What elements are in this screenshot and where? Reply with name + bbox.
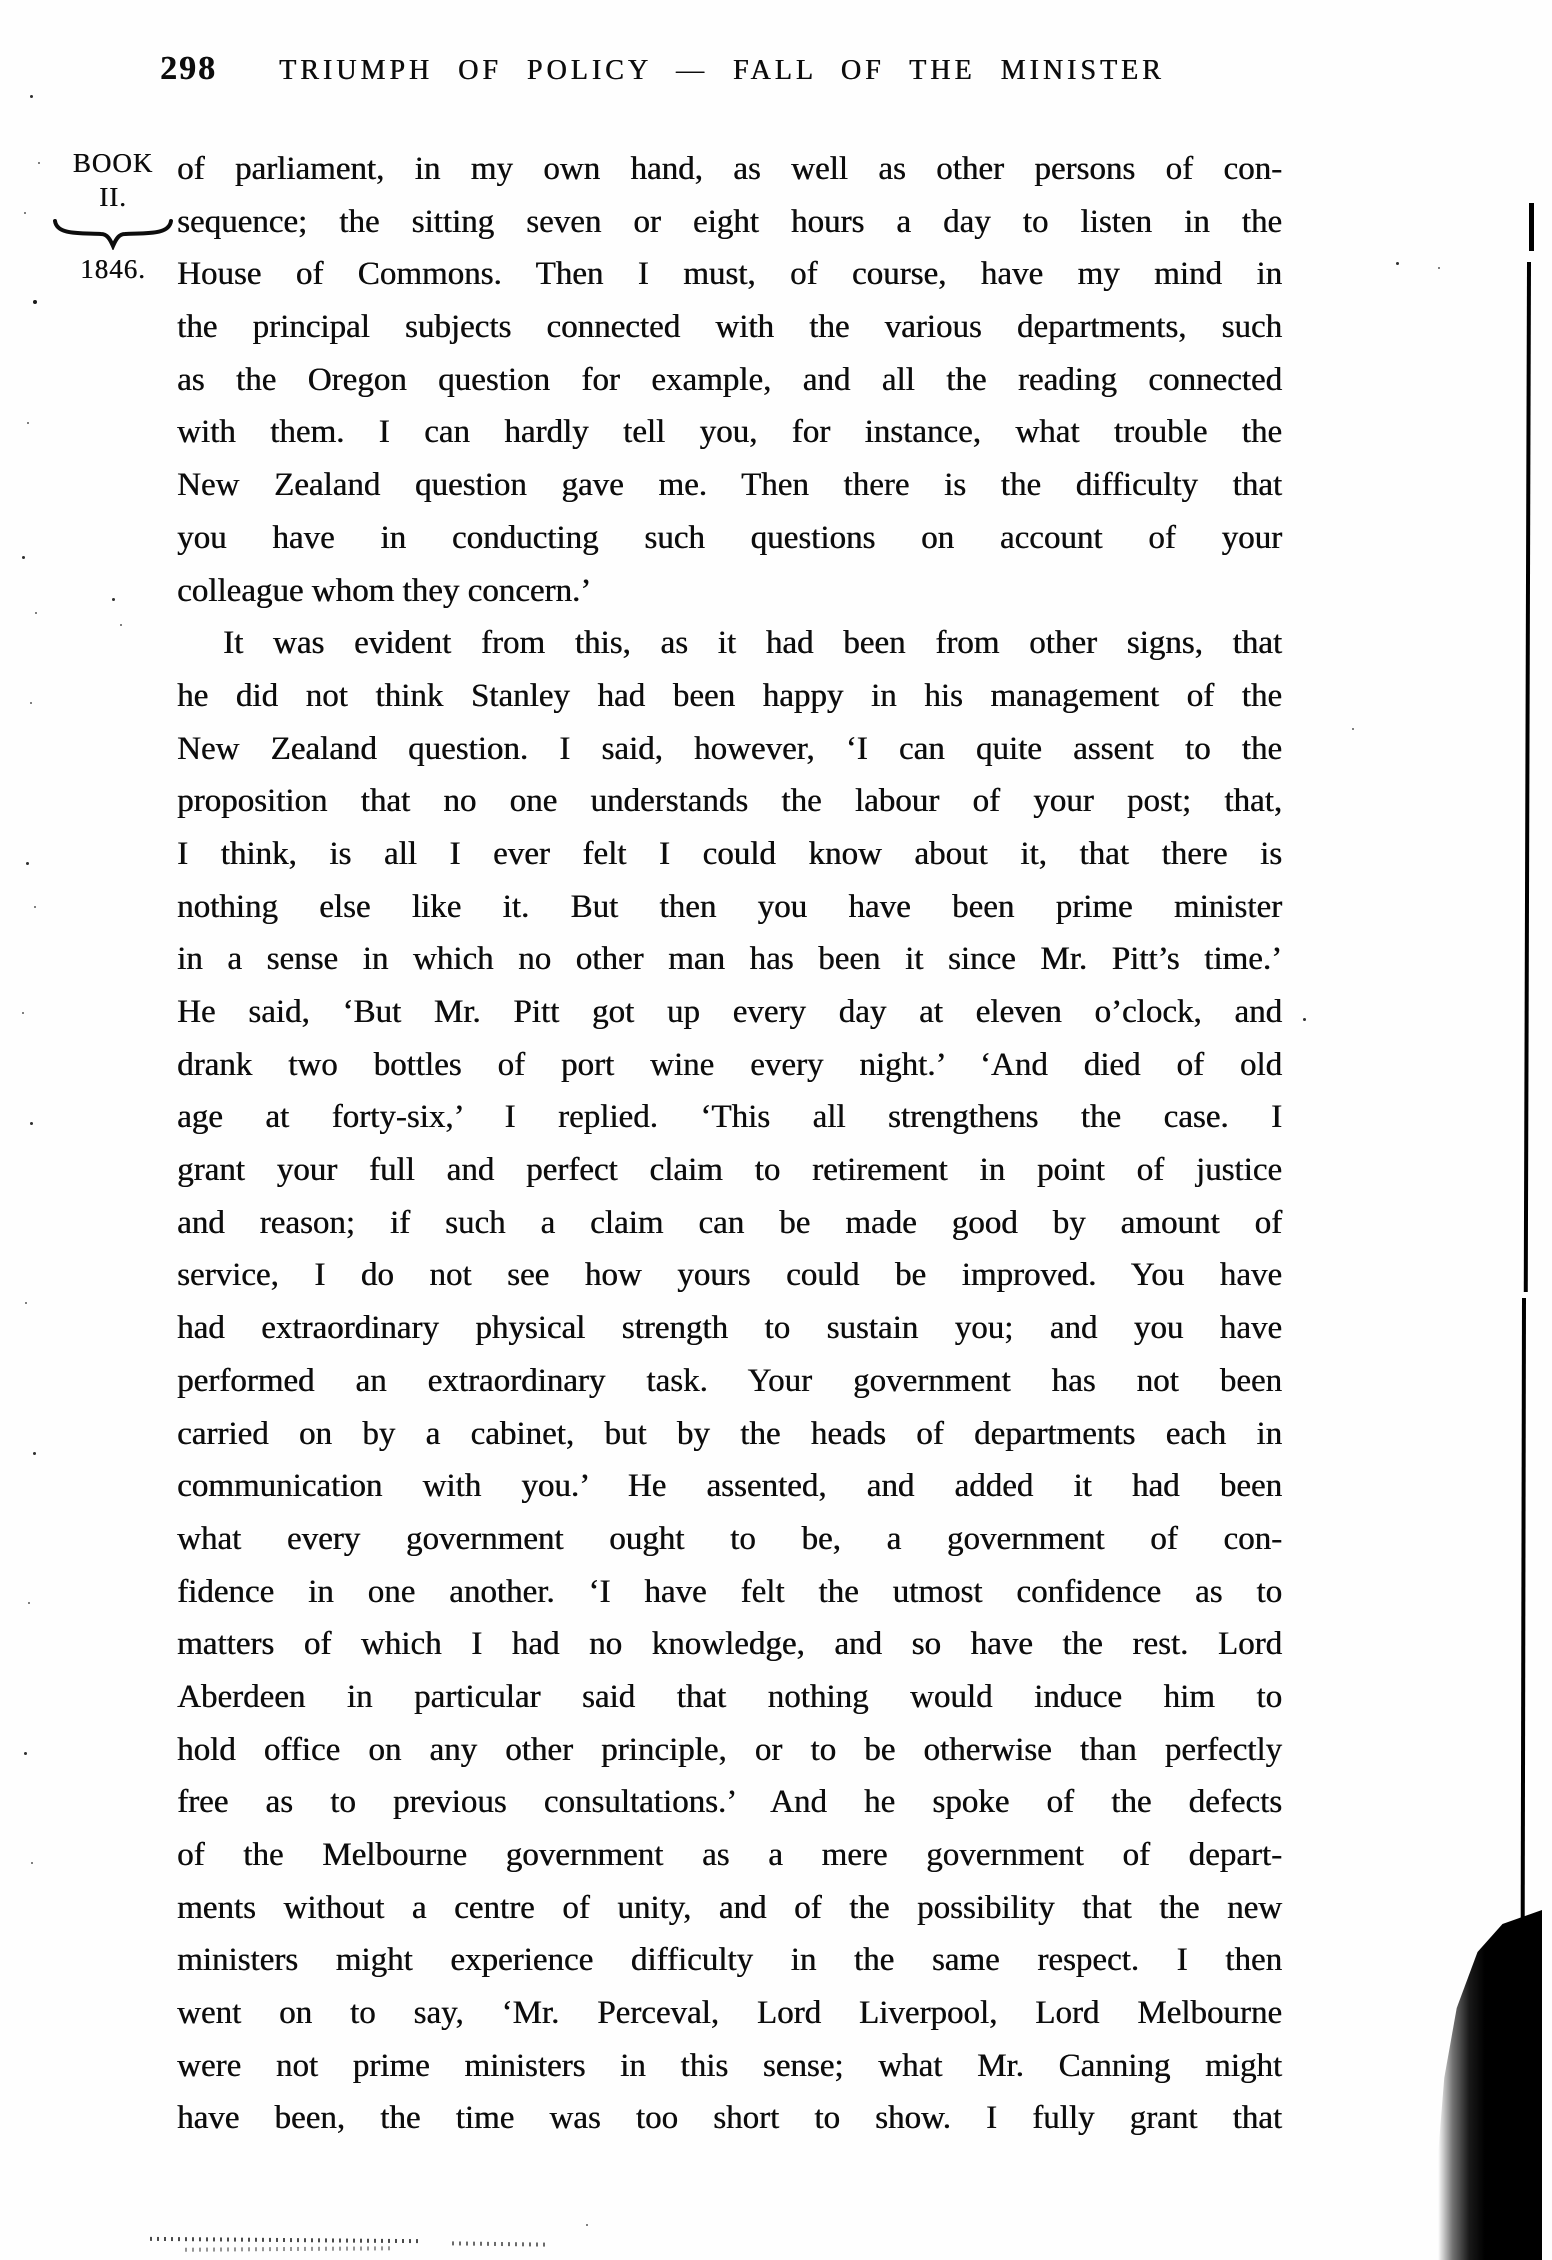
scan-noise-artifact xyxy=(150,2237,422,2243)
text-line: age at forty-six,’ I replied. ‘This all strengthens the case. I xyxy=(177,1099,1282,1136)
scan-speck-artifact xyxy=(1352,728,1354,730)
margin-note xyxy=(48,146,178,286)
text-line: I think, is all I ever felt I could know about it, that there is xyxy=(177,835,1282,872)
text-line: colleague whom they concern.’ xyxy=(177,572,592,609)
text-line: had extraordinary physical strength to sustain you; and you have xyxy=(177,1310,1282,1347)
book-label: BOOK xyxy=(72,148,154,178)
body-text xyxy=(177,143,1282,2145)
scan-speck-artifact xyxy=(30,95,33,98)
text-line: communication with you.’ He assented, and added it had been xyxy=(177,1468,1282,1505)
text-line: New Zealand question gave me. Then there is the difficulty that xyxy=(177,467,1282,504)
scan-speck-artifact xyxy=(25,1302,27,1304)
text-line: nothing else like it. But then you have been prime minister xyxy=(177,888,1282,925)
text-line: were not prime ministers in this sense; what Mr. Canning might xyxy=(177,2047,1282,2084)
page-header xyxy=(160,50,1165,88)
page-number: 298 xyxy=(160,50,217,87)
scan-speck-artifact xyxy=(30,1122,33,1125)
text-line: proposition that no one understands the labour of your post; that, xyxy=(177,783,1282,820)
text-line: and reason; if such a claim can be made good by amount of xyxy=(177,1204,1282,1241)
text-line: he did not think Stanley had been happy in his management of the xyxy=(177,677,1282,714)
text-line: It was evident from this, as it had been from other signs, that xyxy=(223,625,1282,662)
text-line: of parliament, in my own hand, as well as other persons of con- xyxy=(177,151,1282,187)
text-line: the principal subjects connected with the various departments, such xyxy=(177,309,1282,346)
text-line: have been, the time was too short to show. I fully grant that xyxy=(177,2100,1282,2137)
scan-speck-artifact xyxy=(586,2224,588,2226)
underbrace-icon xyxy=(52,218,174,250)
scan-noise-artifact xyxy=(185,2246,395,2251)
text-line: ments without a centre of unity, and of the possibility that the new xyxy=(177,1889,1282,1926)
book-numeral: II. xyxy=(99,182,127,212)
text-line: ministers might experience difficulty in the same respect. I then xyxy=(177,1942,1282,1979)
scan-edge-line-artifact xyxy=(1529,203,1534,251)
text-line: House of Commons. Then I must, of course, have my mind in xyxy=(177,256,1282,293)
text-line: drank two bottles of port wine every night.’ ‘And died of old xyxy=(177,1046,1282,1083)
text-line: went on to say, ‘Mr. Perceval, Lord Liverpool, Lord Melbourne xyxy=(177,1995,1282,2032)
scan-speck-artifact xyxy=(1303,1018,1306,1021)
scan-edge-line-artifact xyxy=(1524,262,1531,1292)
scan-speck-artifact xyxy=(24,1752,27,1755)
scan-speck-artifact xyxy=(28,1602,30,1604)
text-line: with them. I can hardly tell you, for instance, what trouble the xyxy=(177,414,1282,451)
text-line: matters of which I had no knowledge, and so have the rest. Lord xyxy=(177,1626,1282,1663)
text-line: performed an extraordinary task. Your government has not been xyxy=(177,1362,1282,1399)
text-line: He said, ‘But Mr. Pitt got up every day at eleven o’clock, and xyxy=(177,994,1282,1030)
text-line: New Zealand question. I said, however, ‘I can quite assent to the xyxy=(177,730,1282,767)
scan-speck-artifact xyxy=(34,906,36,908)
text-line: sequence; the sitting seven or eight hours a day to listen in the xyxy=(177,203,1282,240)
scan-speck-artifact xyxy=(26,862,29,865)
scan-speck-artifact xyxy=(33,1452,36,1455)
scan-speck-artifact xyxy=(1396,262,1399,265)
scan-speck-artifact xyxy=(24,212,26,214)
scan-speck-artifact xyxy=(112,598,115,601)
scan-gutter-shadow-artifact xyxy=(1438,1910,1542,2260)
text-line: grant your full and perfect claim to retirement in point of justice xyxy=(177,1152,1282,1189)
text-line: Aberdeen in particular said that nothing would induce him to xyxy=(177,1678,1282,1715)
text-line: free as to previous consultations.’ And he spoke of the defects xyxy=(177,1784,1282,1821)
year-label: 1846. xyxy=(80,254,146,284)
scan-speck-artifact xyxy=(22,1012,24,1014)
text-line: carried on by a cabinet, but by the heads of departments each in xyxy=(177,1415,1282,1452)
scan-speck-artifact xyxy=(31,1862,33,1864)
text-line: what every government ought to be, a government of con- xyxy=(177,1520,1282,1557)
scan-speck-artifact xyxy=(1438,267,1440,269)
scan-speck-artifact xyxy=(35,612,37,614)
text-line: you have in conducting such questions on account of your xyxy=(177,519,1282,556)
scan-speck-artifact xyxy=(38,162,40,164)
text-line: service, I do not see how yours could be improved. You have xyxy=(177,1257,1282,1294)
running-title: TRIUMPH OF POLICY — FALL OF THE MINISTER xyxy=(279,55,1165,86)
scan-speck-artifact xyxy=(33,300,37,304)
scan-speck-artifact xyxy=(30,702,32,704)
scan-noise-artifact xyxy=(452,2241,548,2246)
scan-speck-artifact xyxy=(120,624,122,626)
scan-speck-artifact xyxy=(27,422,29,424)
text-line: hold office on any other principle, or to be otherwise than perfectly xyxy=(177,1731,1282,1768)
text-line: in a sense in which no other man has been it since Mr. Pitt’s time.’ xyxy=(177,941,1282,978)
scan-speck-artifact xyxy=(22,556,25,559)
text-line: as the Oregon question for example, and all the reading connected xyxy=(177,361,1282,398)
text-line: fidence in one another. ‘I have felt the utmost confidence as to xyxy=(177,1573,1282,1610)
text-line: of the Melbourne government as a mere government of depart- xyxy=(177,1837,1282,1873)
